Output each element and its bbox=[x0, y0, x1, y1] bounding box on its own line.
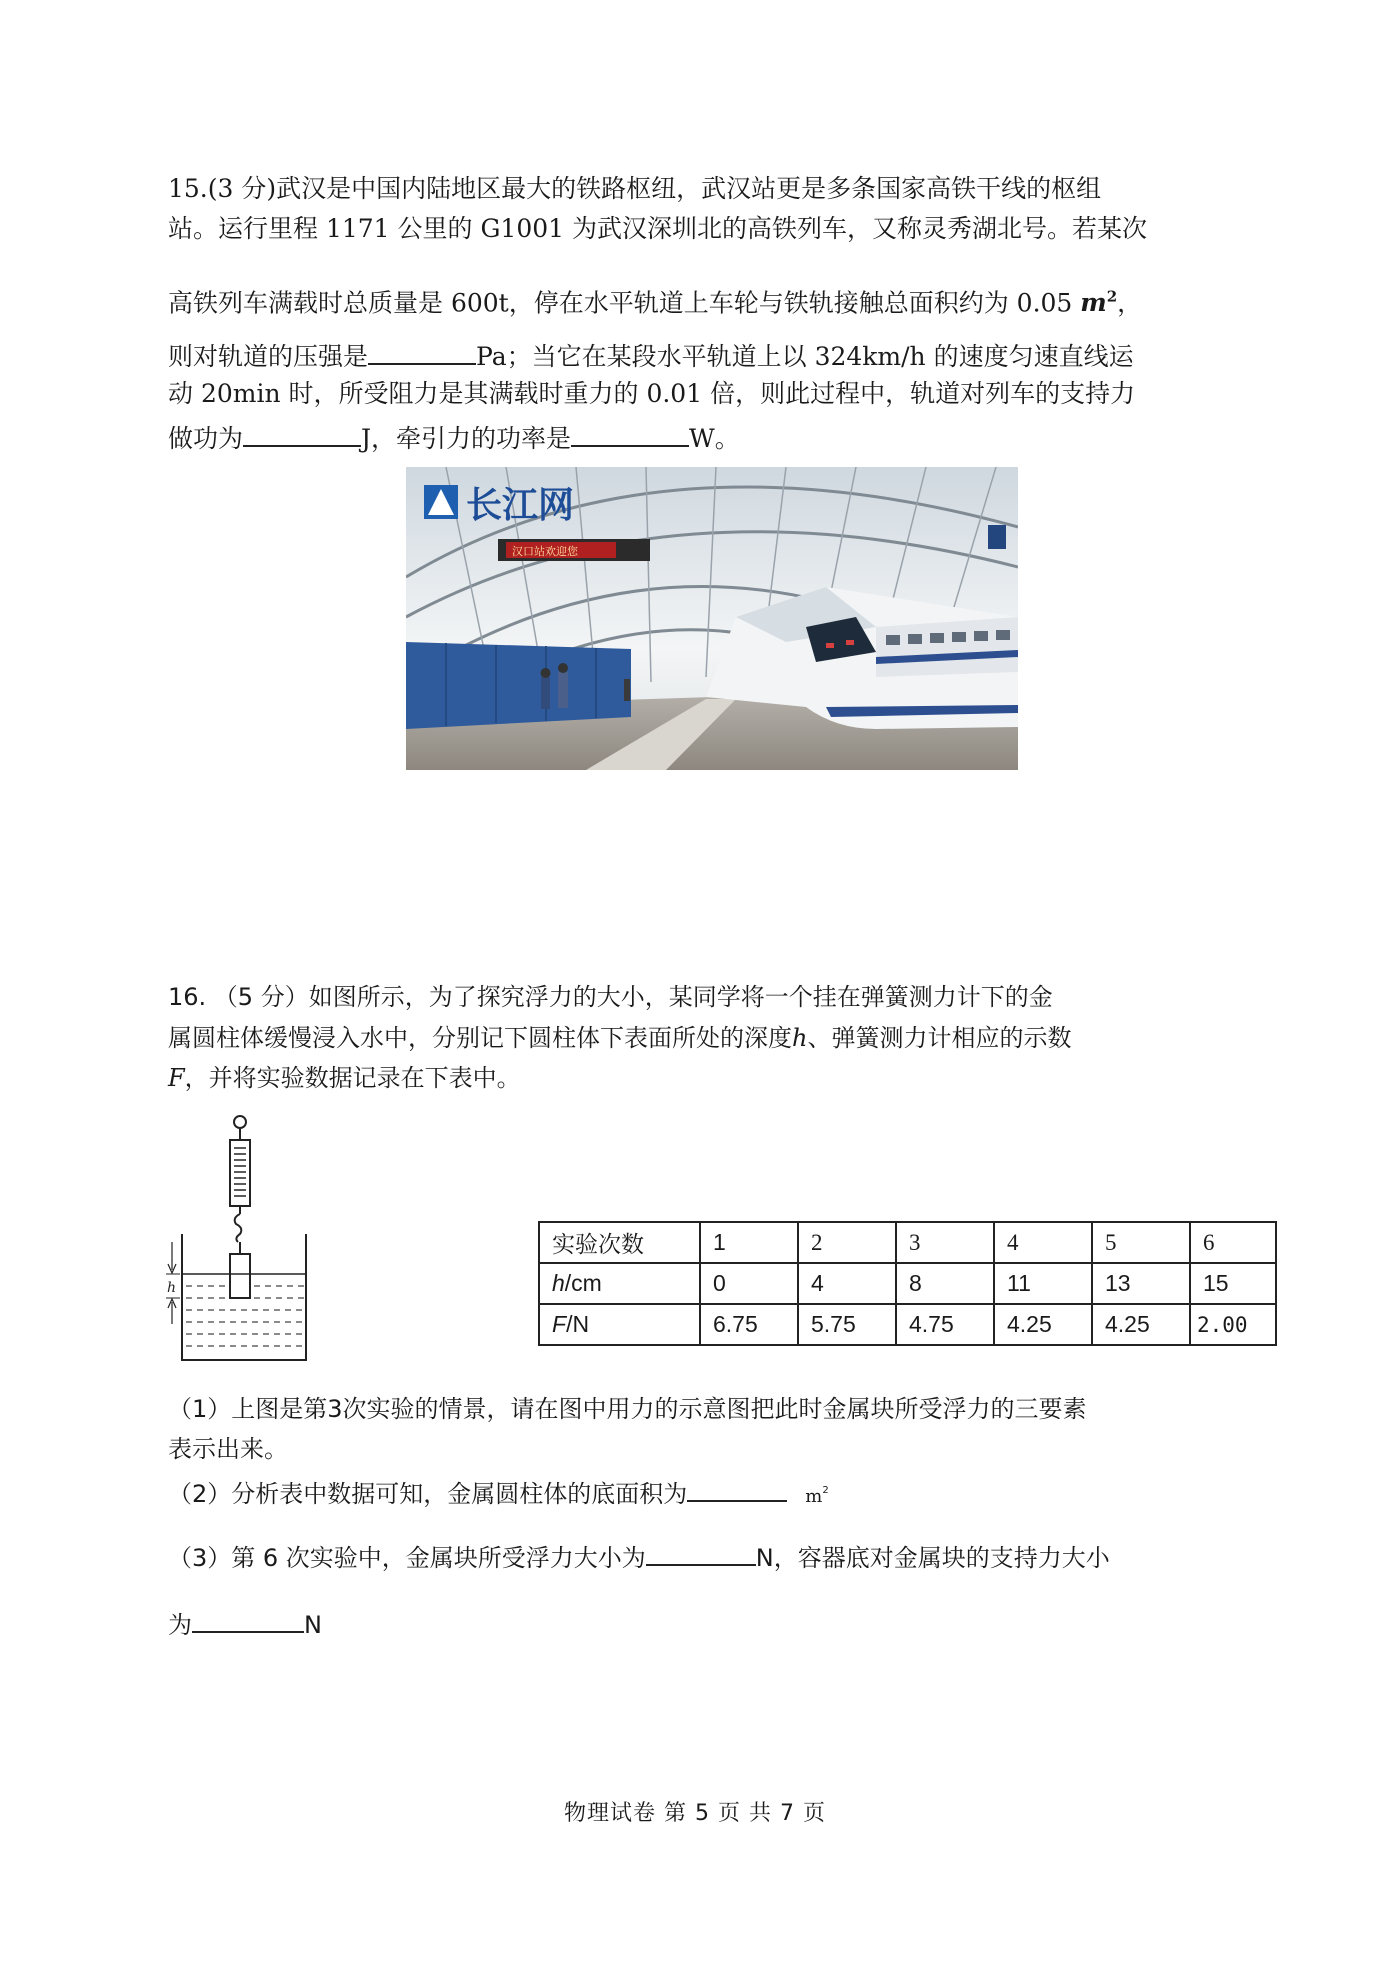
diagram-depth-label: h bbox=[167, 1280, 177, 1296]
answer-blank-area[interactable] bbox=[687, 1474, 787, 1502]
table-cell: 2 bbox=[798, 1222, 896, 1263]
spring-scale-diagram bbox=[160, 1110, 320, 1370]
table-cell: 4.75 bbox=[896, 1304, 994, 1345]
q15-line-5: 动 20min 时，所受阻力是其满载时重力的 0.01 倍，则此过程中，轨道对列车的支持力 bbox=[168, 379, 1136, 408]
q15-line-6: 做功为 J，牵引力的功率是 W。 bbox=[168, 419, 740, 456]
answer-blank-buoyancy[interactable] bbox=[646, 1538, 756, 1566]
table-cell: 4 bbox=[994, 1222, 1092, 1263]
unit-m: m bbox=[1080, 288, 1107, 318]
table-cell: 8 bbox=[896, 1263, 994, 1304]
table-row bbox=[539, 1222, 1276, 1263]
table-cell: 3 bbox=[896, 1222, 994, 1263]
q16-sub-1-line-1: （1）上图是第3次实验的情景，请在图中用力的示意图把此时金属块所受浮力的三要素 bbox=[168, 1395, 1087, 1423]
experiment-data-table bbox=[538, 1221, 1277, 1346]
spring-scale-beaker-illustration bbox=[160, 1110, 320, 1370]
photo-sign-text: 汉口站欢迎您 bbox=[512, 545, 578, 558]
table-cell: 5 bbox=[1092, 1222, 1190, 1263]
table-cell: 1 bbox=[700, 1222, 798, 1263]
table-cell: 15 bbox=[1190, 1263, 1276, 1304]
table-cell: 6 bbox=[1190, 1222, 1276, 1263]
q16-line-2: 属圆柱体缓慢浸入水中，分别记下圆柱体下表面所处的深度h、弹簧测力计相应的示数 bbox=[168, 1024, 1072, 1052]
q15-line-3: 高铁列车满载时总质量是 600t，停在水平轨道上车轮与铁轨接触总面积约为 0.05 $m^2$， bbox=[168, 288, 1143, 318]
table-row bbox=[539, 1263, 1276, 1304]
q16-sub-1-line-2: 表示出来。 bbox=[168, 1435, 288, 1463]
photo-logo-text: 长江网 bbox=[466, 484, 575, 526]
q16-sub-3-line-2: 为 N bbox=[168, 1605, 322, 1642]
table-cell: 4 bbox=[798, 1263, 896, 1304]
table-cell: 13 bbox=[1092, 1263, 1190, 1304]
q16-line-3: F，并将实验数据记录在下表中。 bbox=[168, 1064, 521, 1092]
table-cell: 0 bbox=[700, 1263, 798, 1304]
answer-blank-power[interactable] bbox=[571, 419, 689, 447]
q16-line-1: 16. （5 分）如图所示，为了探究浮力的大小，某同学将一个挂在弹簧测力计下的金 bbox=[168, 983, 1053, 1011]
train-station-photo bbox=[406, 467, 1018, 770]
answer-blank-work[interactable] bbox=[243, 419, 361, 447]
q15-line-2: 站。运行里程 1171 公里的 G1001 为武汉深圳北的高铁列车，又称灵秀湖北号。若某次 bbox=[168, 214, 1148, 243]
q16-sub-3-line-1: （3）第 6 次实验中，金属块所受浮力大小为 N，容器底对金属块的支持力大小 bbox=[168, 1538, 1110, 1575]
page-total: 7 bbox=[779, 1801, 795, 1826]
table-cell: 4.25 bbox=[1092, 1304, 1190, 1345]
row-header-force: F/N bbox=[539, 1304, 700, 1345]
page-footer: 物理试卷 第 5 页 共 7 页 bbox=[564, 1801, 826, 1826]
table-cell: 5.75 bbox=[798, 1304, 896, 1345]
table-cell: 6.75 bbox=[700, 1304, 798, 1345]
table-cell: 11 bbox=[994, 1263, 1092, 1304]
row-header-trial: 实验次数 bbox=[539, 1222, 700, 1263]
table-cell: 4.25 bbox=[994, 1304, 1092, 1345]
answer-blank-support-force[interactable] bbox=[192, 1605, 304, 1633]
q15-line-1: 15.(3 分)武汉是中国内陆地区最大的铁路枢纽，武汉站更是多条国家高铁干线的枢组 bbox=[168, 174, 1102, 203]
table-row bbox=[539, 1304, 1276, 1345]
table-cell: 2.00 bbox=[1190, 1304, 1276, 1345]
q15-line-4: 则对轨道的压强是 Pa；当它在某段水平轨道上以 324km/h 的速度匀速直线运 bbox=[168, 337, 1134, 374]
answer-blank-pressure[interactable] bbox=[368, 337, 476, 365]
train-photo-illustration bbox=[406, 467, 1018, 770]
row-header-depth: h/cm bbox=[539, 1263, 700, 1304]
q16-sub-2: （2）分析表中数据可知，金属圆柱体的底面积为 $m^2$ bbox=[168, 1474, 829, 1514]
page-number: 5 bbox=[695, 1801, 710, 1826]
